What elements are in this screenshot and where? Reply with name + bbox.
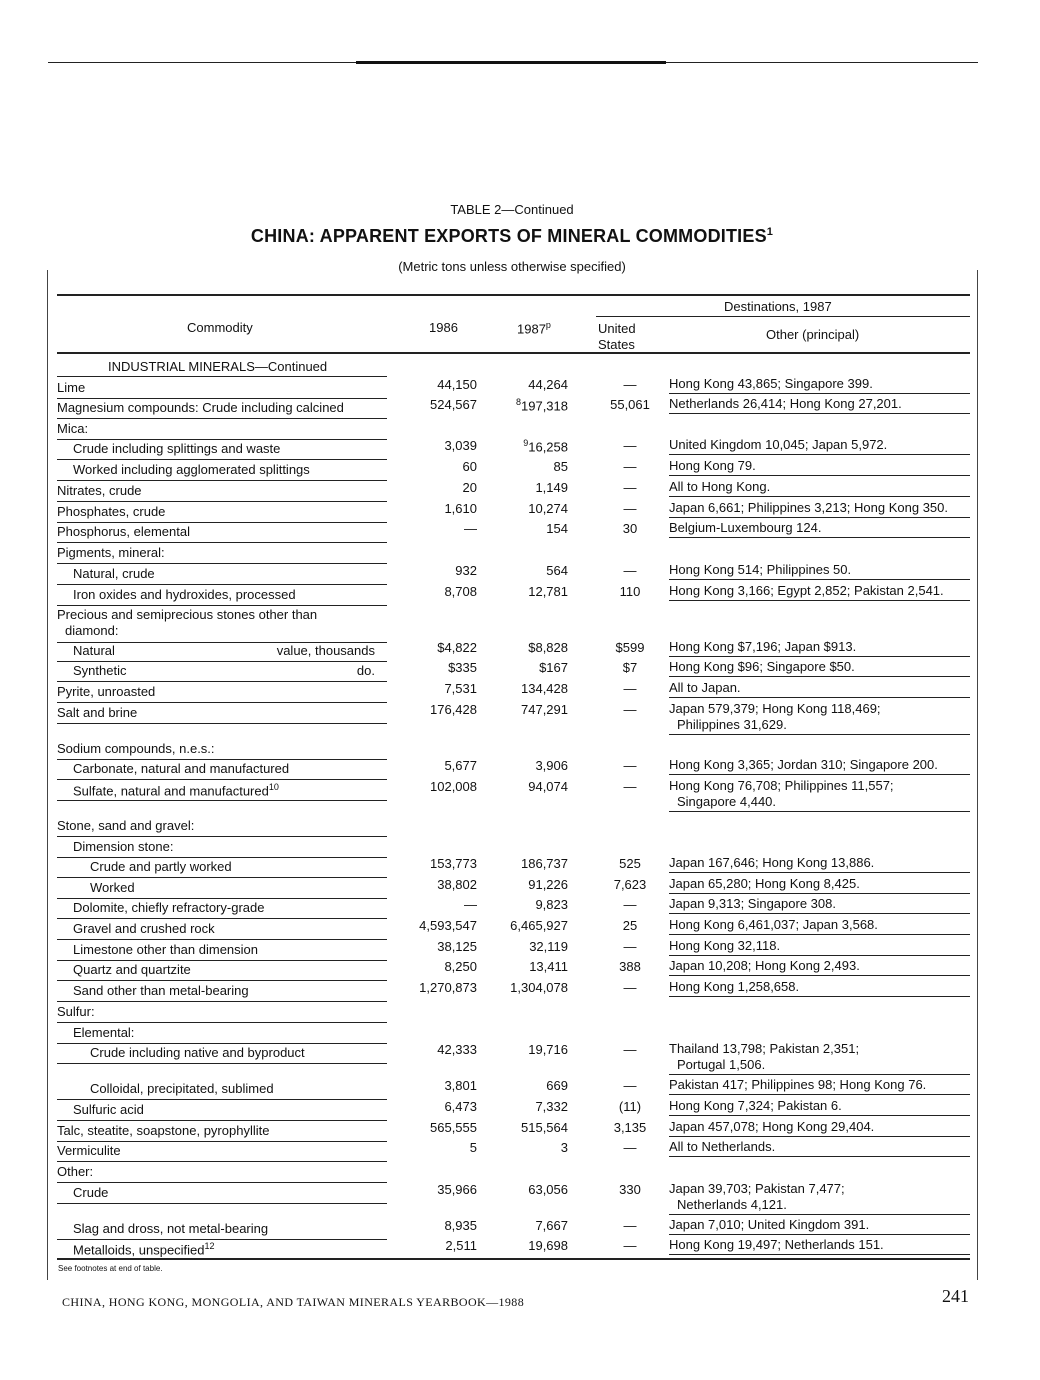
destinations-other bbox=[669, 938, 780, 954]
row-rule bbox=[57, 542, 387, 543]
row-rule bbox=[57, 1063, 387, 1064]
destination-rule bbox=[669, 600, 970, 601]
value-1987: 564 bbox=[546, 563, 568, 578]
value-united-states: — bbox=[623, 438, 637, 453]
destination-line: Netherlands 4,121. bbox=[677, 1197, 787, 1212]
destination-line: Hong Kong 6,461,037; Japan 3,568. bbox=[669, 917, 878, 932]
column-destinations: Destinations, 1987 bbox=[724, 299, 832, 314]
value-1987: 12,781 bbox=[528, 584, 568, 599]
commodity-label: Pyrite, unroasted bbox=[57, 684, 156, 699]
destination-rule bbox=[669, 774, 970, 775]
destination-line: Hong Kong $96; Singapore $50. bbox=[669, 659, 855, 674]
footnote: See footnotes at end of table. bbox=[58, 1264, 163, 1273]
value-1987: 19,716 bbox=[528, 1042, 568, 1057]
commodity-label: Magnesium compounds: Crude including calcined bbox=[57, 400, 344, 415]
value-1986: 42,333 bbox=[437, 1042, 477, 1057]
destination-line: Hong Kong 43,865; Singapore 399. bbox=[669, 376, 873, 391]
value-1986: 102,008 bbox=[430, 779, 477, 794]
column-1987: 1987$^p$ bbox=[517, 320, 551, 337]
destinations-other bbox=[669, 958, 860, 974]
value-united-states: 525 bbox=[619, 856, 641, 871]
destination-line: Hong Kong 79. bbox=[669, 458, 756, 473]
commodity-label: Iron oxides and hydroxides, processed bbox=[73, 587, 296, 602]
column-other-principal: Other (principal) bbox=[766, 327, 860, 342]
row-rule bbox=[57, 681, 387, 682]
destination-rule bbox=[669, 496, 970, 497]
value-1986: $4,822 bbox=[437, 640, 477, 655]
commodity-label: Salt and brine bbox=[57, 705, 138, 720]
value-united-states: 3,135 bbox=[613, 1120, 647, 1135]
running-footer: CHINA, HONG KONG, MONGOLIA, AND TAIWAN MINERALS YEARBOOK—1988 bbox=[62, 1295, 525, 1309]
commodity-label: Nitrates, crude bbox=[57, 483, 142, 498]
value-1986: 5 bbox=[469, 1140, 477, 1155]
value-1986: 44,150 bbox=[437, 377, 477, 392]
commodity-label: Dimension stone: bbox=[73, 839, 174, 854]
destination-rule bbox=[669, 454, 970, 455]
value-1987: 1,304,078 bbox=[510, 980, 568, 995]
destinations-other bbox=[669, 855, 874, 871]
value-1986: 4,593,547 bbox=[419, 918, 477, 933]
commodity-label: Lime bbox=[57, 380, 86, 395]
destinations-other bbox=[669, 500, 948, 516]
destinations-rule bbox=[596, 316, 970, 317]
value-1987: 186,737 bbox=[521, 856, 568, 871]
commodity-label: Metalloids, unspecified$^{12}$ bbox=[73, 1241, 215, 1258]
table-subtitle: (Metric tons unless otherwise specified) bbox=[398, 259, 626, 274]
destination-rule bbox=[669, 934, 970, 935]
destination-rule bbox=[669, 1234, 970, 1235]
commodity-label: Pigments, mineral: bbox=[57, 545, 165, 560]
value-1987: 7,332 bbox=[535, 1099, 568, 1114]
value-1986: 565,555 bbox=[430, 1120, 477, 1135]
value-1986: 60 bbox=[462, 459, 477, 474]
row-rule bbox=[57, 459, 387, 460]
destination-line: Portugal 1,506. bbox=[677, 1057, 766, 1072]
destinations-other bbox=[669, 1237, 884, 1253]
value-united-states: — bbox=[623, 459, 637, 474]
value-united-states: — bbox=[623, 702, 637, 717]
destination-line: Japan 579,379; Hong Kong 118,469; bbox=[669, 701, 881, 716]
value-1986: 2,511 bbox=[445, 1238, 477, 1253]
destinations-other bbox=[669, 639, 856, 655]
destinations-other bbox=[669, 876, 860, 892]
column-commodity: Commodity bbox=[187, 320, 253, 335]
row-rule bbox=[57, 1203, 387, 1204]
value-1986: 8,708 bbox=[444, 584, 477, 599]
row-rule bbox=[57, 779, 387, 780]
value-1987: 9,823 bbox=[535, 897, 568, 912]
row-rule bbox=[57, 661, 387, 662]
value-united-states: $7 bbox=[622, 660, 638, 675]
value-1987: 91,226 bbox=[528, 877, 568, 892]
row-rule bbox=[57, 898, 387, 899]
destination-line: Japan 10,208; Hong Kong 2,493. bbox=[669, 958, 860, 973]
unit-label: value, thousands bbox=[276, 643, 375, 658]
commodity-label: Crude bbox=[73, 1185, 109, 1200]
row-rule bbox=[57, 980, 387, 981]
commodity-label: Crude and partly worked bbox=[90, 859, 232, 874]
destination-rule bbox=[669, 734, 970, 735]
destination-line: Hong Kong 3,166; Egypt 2,852; Pakistan 2,541. bbox=[669, 583, 944, 598]
value-united-states: 25 bbox=[622, 918, 638, 933]
value-united-states: — bbox=[623, 1042, 637, 1057]
commodity-label: Precious and semiprecious stones other than bbox=[57, 607, 318, 622]
destination-line: Netherlands 26,414; Hong Kong 27,201. bbox=[669, 396, 902, 411]
page-number: 241 bbox=[942, 1286, 969, 1306]
value-united-states: 30 bbox=[622, 521, 638, 536]
row-rule bbox=[57, 1120, 387, 1121]
value-1986: 3,801 bbox=[444, 1078, 477, 1093]
commodity-label: Phosphorus, elemental bbox=[57, 524, 190, 539]
destination-rule bbox=[669, 811, 970, 812]
destinations-other bbox=[669, 1077, 926, 1093]
value-1987: 63,056 bbox=[528, 1182, 568, 1197]
destination-rule bbox=[669, 996, 970, 997]
row-rule bbox=[57, 1141, 387, 1142]
destination-rule bbox=[669, 955, 970, 956]
commodity-label: Sodium compounds, n.e.s.: bbox=[57, 741, 215, 756]
value-1987: 747,291 bbox=[521, 702, 568, 717]
value-1987: 1,149 bbox=[535, 480, 568, 495]
destination-line: Japan 457,078; Hong Kong 29,404. bbox=[669, 1119, 875, 1134]
destinations-other bbox=[669, 757, 938, 773]
row-rule bbox=[57, 1043, 387, 1044]
destination-line: Hong Kong 7,324; Pakistan 6. bbox=[669, 1098, 842, 1113]
column-united-states-line1: United bbox=[598, 321, 636, 336]
value-1986: $335 bbox=[448, 660, 477, 675]
row-rule bbox=[57, 1099, 387, 1100]
value-united-states: — bbox=[623, 779, 637, 794]
value-1987: 154 bbox=[546, 521, 568, 536]
destination-line: Japan 6,661; Philippines 3,213; Hong Kong 350. bbox=[669, 500, 948, 515]
destination-rule bbox=[669, 1115, 970, 1116]
destination-line: Hong Kong 19,497; Netherlands 151. bbox=[669, 1237, 884, 1252]
destination-line: Philippines 31,629. bbox=[677, 717, 787, 732]
row-rule bbox=[57, 836, 387, 837]
destination-rule bbox=[669, 656, 970, 657]
value-1986: 38,125 bbox=[437, 939, 477, 954]
destinations-other bbox=[669, 376, 873, 392]
value-1987: 515,564 bbox=[521, 1120, 568, 1135]
commodity-label-continued: diamond: bbox=[65, 623, 119, 638]
destination-line: Hong Kong 32,118. bbox=[669, 938, 781, 953]
row-rule bbox=[57, 723, 387, 724]
commodity-label: Mica: bbox=[57, 421, 89, 436]
destination-line: All to Netherlands. bbox=[669, 1139, 776, 1154]
commodity-label: Dolomite, chiefly refractory-grade bbox=[73, 900, 265, 915]
commodity-label: Quartz and quartzite bbox=[73, 962, 191, 977]
value-1987: 13,411 bbox=[529, 959, 568, 974]
value-1987: 44,264 bbox=[528, 377, 568, 392]
value-1986: 20 bbox=[462, 480, 477, 495]
value-1987: $^9$16,258 bbox=[523, 438, 568, 455]
value-1986: — bbox=[464, 897, 477, 912]
row-rule bbox=[57, 1001, 387, 1002]
commodity-label: Other: bbox=[57, 1164, 94, 1179]
value-united-states: — bbox=[623, 1140, 637, 1155]
value-united-states: 7,623 bbox=[613, 877, 647, 892]
destination-line: Japan 167,646; Hong Kong 13,886. bbox=[669, 855, 875, 870]
value-1987: 19,698 bbox=[528, 1238, 568, 1253]
value-1987: 669 bbox=[546, 1078, 568, 1093]
value-1986: 8,250 bbox=[444, 959, 477, 974]
destination-line: Singapore 4,440. bbox=[677, 794, 777, 809]
destination-rule bbox=[669, 1214, 970, 1215]
value-1986: 5,677 bbox=[444, 758, 477, 773]
header-top-rule bbox=[57, 294, 970, 296]
value-united-states: 330 bbox=[619, 1182, 641, 1197]
commodity-label: Stone, sand and gravel: bbox=[57, 818, 195, 833]
commodity-label: Colloidal, precipitated, sublimed bbox=[90, 1081, 274, 1096]
destination-rule bbox=[669, 1136, 970, 1137]
destinations-other bbox=[669, 680, 741, 696]
destinations-other bbox=[669, 583, 944, 599]
row-rule bbox=[57, 439, 387, 440]
destination-line: Hong Kong 76,708; Philippines 11,557; bbox=[669, 778, 894, 793]
value-1987: $^8$197,318 bbox=[515, 397, 568, 414]
destination-line: Hong Kong $7,196; Japan $913. bbox=[669, 639, 857, 654]
value-1986: 38,802 bbox=[437, 877, 477, 892]
destinations-other bbox=[669, 1041, 859, 1073]
row-rule bbox=[57, 702, 387, 703]
destination-rule bbox=[669, 697, 970, 698]
destination-rule bbox=[669, 1254, 970, 1255]
row-rule bbox=[57, 1239, 387, 1240]
destination-line: Japan 39,703; Pakistan 7,477; bbox=[669, 1181, 845, 1196]
destinations-other bbox=[669, 1139, 775, 1155]
value-1987: 134,428 bbox=[521, 681, 568, 696]
value-1986: — bbox=[464, 521, 477, 536]
value-1987: 94,074 bbox=[528, 779, 568, 794]
value-united-states: — bbox=[623, 1218, 637, 1233]
row-rule bbox=[57, 1161, 387, 1162]
value-1987: $8,828 bbox=[528, 640, 568, 655]
destination-rule bbox=[669, 413, 970, 414]
left-margin-rule bbox=[47, 270, 48, 1280]
destination-line: Hong Kong 1,258,658. bbox=[669, 979, 800, 994]
commodity-label: Phosphates, crude bbox=[57, 504, 166, 519]
value-1987: 85 bbox=[553, 459, 568, 474]
destinations-other bbox=[669, 1119, 874, 1135]
commodity-label: Natural bbox=[73, 643, 115, 658]
destinations-other bbox=[669, 778, 894, 810]
value-1987: 3 bbox=[560, 1140, 568, 1155]
row-rule bbox=[57, 501, 387, 502]
destination-rule bbox=[669, 517, 970, 518]
row-rule bbox=[57, 398, 387, 399]
commodity-label: Crude including native and byproduct bbox=[90, 1045, 305, 1060]
destinations-other bbox=[669, 562, 851, 578]
destinations-other bbox=[669, 659, 855, 675]
value-1986: 3,039 bbox=[444, 438, 477, 453]
column-united-states-line2: States bbox=[598, 337, 635, 352]
value-united-states: 110 bbox=[619, 584, 641, 599]
value-1987: 3,906 bbox=[535, 758, 568, 773]
destination-rule bbox=[669, 475, 970, 476]
destination-rule bbox=[669, 893, 970, 894]
destinations-other bbox=[669, 437, 887, 453]
value-1986: 35,966 bbox=[437, 1182, 477, 1197]
unit-label: do. bbox=[356, 663, 375, 678]
section-rule bbox=[57, 376, 387, 377]
commodity-label: Synthetic bbox=[73, 663, 127, 678]
destination-line: Japan 7,010; United Kingdom 391. bbox=[669, 1217, 870, 1232]
row-rule bbox=[57, 605, 387, 606]
row-rule bbox=[57, 522, 387, 523]
destinations-other bbox=[669, 396, 902, 412]
destination-line: All to Japan. bbox=[669, 680, 741, 695]
destination-line: Thailand 13,798; Pakistan 2,351; bbox=[669, 1041, 860, 1056]
row-rule bbox=[57, 1022, 387, 1023]
destination-rule bbox=[669, 913, 970, 914]
section-heading: INDUSTRIAL MINERALS—Continued bbox=[108, 359, 328, 374]
commodity-label: Limestone other than dimension bbox=[73, 942, 259, 957]
value-united-states: — bbox=[623, 939, 637, 954]
row-rule bbox=[57, 939, 387, 940]
row-rule bbox=[57, 480, 387, 481]
value-united-states: — bbox=[623, 480, 637, 495]
destination-rule bbox=[669, 975, 970, 976]
commodity-label: Carbonate, natural and manufactured bbox=[73, 761, 290, 776]
destination-rule bbox=[669, 872, 970, 873]
commodity-label: Elemental: bbox=[73, 1025, 135, 1040]
value-1986: 6,473 bbox=[444, 1099, 477, 1114]
value-united-states: — bbox=[623, 1078, 637, 1093]
value-1986: 524,567 bbox=[430, 397, 477, 412]
destinations-other bbox=[669, 979, 799, 995]
destinations-other bbox=[669, 1098, 842, 1114]
top-rule-thick bbox=[356, 61, 666, 64]
value-1987: $167 bbox=[539, 660, 568, 675]
value-1986: 153,773 bbox=[430, 856, 477, 871]
value-1987: 6,465,927 bbox=[510, 918, 568, 933]
column-1986: 1986 bbox=[429, 320, 458, 335]
value-united-states: — bbox=[623, 681, 637, 696]
value-united-states: $599 bbox=[615, 640, 645, 655]
destinations-other bbox=[669, 701, 881, 733]
destination-rule bbox=[669, 537, 970, 538]
value-1986: 1,270,873 bbox=[419, 980, 477, 995]
value-1986: 8,935 bbox=[444, 1218, 477, 1233]
value-1986: 7,531 bbox=[444, 681, 477, 696]
destinations-other bbox=[669, 458, 756, 474]
commodity-label: Slag and dross, not metal-bearing bbox=[73, 1221, 269, 1236]
right-margin-rule bbox=[977, 270, 978, 1280]
row-rule bbox=[57, 1182, 387, 1183]
value-1986: 1,610 bbox=[444, 501, 477, 516]
destination-line: Hong Kong 514; Philippines 50. bbox=[669, 562, 852, 577]
destination-line: Pakistan 417; Philippines 98; Hong Kong 76. bbox=[669, 1077, 927, 1092]
commodity-label: Worked bbox=[90, 880, 135, 895]
value-united-states: — bbox=[623, 1238, 637, 1253]
destinations-other bbox=[669, 1181, 845, 1213]
commodity-label: Vermiculite bbox=[57, 1143, 121, 1158]
value-1987: 32,119 bbox=[529, 939, 568, 954]
commodity-label: Gravel and crushed rock bbox=[73, 921, 215, 936]
destination-line: All to Hong Kong. bbox=[669, 479, 771, 494]
value-united-states: — bbox=[623, 980, 637, 995]
value-united-states: — bbox=[623, 377, 637, 392]
value-united-states: — bbox=[623, 563, 637, 578]
commodity-label: Crude including splittings and waste bbox=[73, 441, 281, 456]
row-rule bbox=[57, 960, 387, 961]
destination-line: Japan 65,280; Hong Kong 8,425. bbox=[669, 876, 860, 891]
row-rule bbox=[57, 759, 387, 760]
commodity-label: Worked including agglomerated splittings bbox=[73, 462, 310, 477]
header-bottom-rule bbox=[57, 352, 970, 354]
value-united-states: 388 bbox=[619, 959, 641, 974]
table-number: TABLE 2—Continued bbox=[450, 202, 574, 217]
destination-rule bbox=[669, 1074, 970, 1075]
row-rule bbox=[57, 918, 387, 919]
value-1986: 932 bbox=[455, 563, 477, 578]
destination-rule bbox=[669, 676, 970, 677]
destination-line: Hong Kong 3,365; Jordan 310; Singapore 200. bbox=[669, 757, 938, 772]
row-rule bbox=[57, 584, 387, 585]
table-title: CHINA: APPARENT EXPORTS OF MINERAL COMMODITIES$^1$ bbox=[250, 226, 774, 246]
commodity-label: Sand other than metal-bearing bbox=[73, 983, 249, 998]
destination-line: United Kingdom 10,045; Japan 5,972. bbox=[669, 437, 888, 452]
value-1987: 7,667 bbox=[535, 1218, 568, 1233]
row-rule bbox=[57, 418, 387, 419]
destinations-other bbox=[669, 917, 878, 933]
destination-rule bbox=[669, 393, 970, 394]
destinations-other bbox=[669, 896, 836, 912]
value-united-states: (11) bbox=[618, 1099, 642, 1114]
destination-line: Japan 9,313; Singapore 308. bbox=[669, 896, 836, 911]
destinations-other bbox=[669, 479, 770, 495]
commodity-label: Sulfur: bbox=[57, 1004, 95, 1019]
destinations-other bbox=[669, 520, 821, 536]
destination-line: Belgium-Luxembourg 124. bbox=[669, 520, 822, 535]
destinations-other bbox=[669, 1217, 869, 1233]
value-united-states: — bbox=[623, 758, 637, 773]
value-united-states: — bbox=[623, 897, 637, 912]
value-united-states: 55,061 bbox=[610, 397, 650, 412]
commodity-label: Sulfuric acid bbox=[73, 1102, 144, 1117]
commodity-label: Talc, steatite, soapstone, pyrophyllite bbox=[57, 1123, 270, 1138]
commodity-label: Natural, crude bbox=[73, 566, 155, 581]
row-rule bbox=[57, 800, 387, 801]
value-united-states: — bbox=[623, 501, 637, 516]
commodity-label: Sulfate, natural and manufactured$^{10}$ bbox=[73, 782, 279, 799]
row-rule bbox=[57, 563, 387, 564]
value-1986: 176,428 bbox=[430, 702, 477, 717]
destination-rule bbox=[669, 579, 970, 580]
value-1987: 10,274 bbox=[528, 501, 568, 516]
table-bottom-rule bbox=[57, 1258, 970, 1260]
row-rule bbox=[57, 877, 387, 878]
destination-rule bbox=[669, 1156, 970, 1157]
row-rule bbox=[57, 857, 387, 858]
destination-rule bbox=[669, 1094, 970, 1095]
